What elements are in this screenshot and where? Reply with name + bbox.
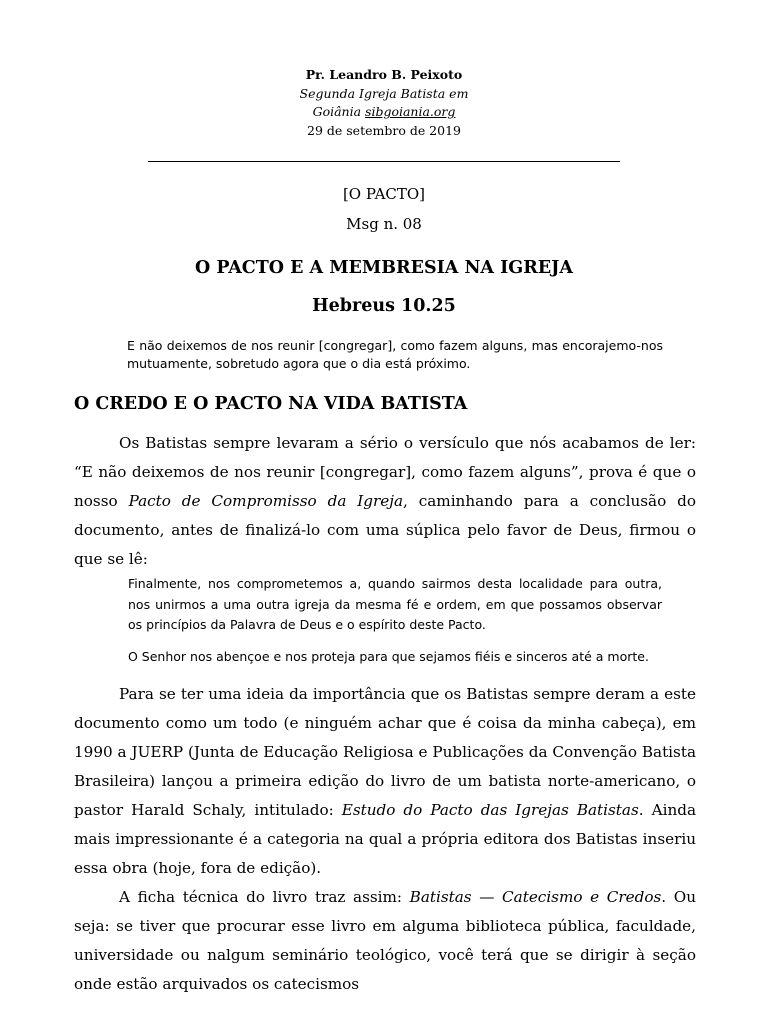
church-city: Goiânia [312, 104, 362, 119]
document-header [0, 66, 768, 140]
author-name: Pr. Leandro B. Peixoto [305, 67, 463, 82]
block-quote-1: Finalmente, nos comprometemos a, quando sairmos desta localidade para outra, nos unirmos a uma outra igreja da mesma fé e ordem, em que possamos observar os princípios da Palavra de Deus e o espírito deste Pacto. [128, 576, 662, 632]
document-title: O PACTO E A MEMBRESIA NA IGREJA [195, 258, 573, 278]
paragraph-text: A ficha técnica do livro traz assim: [119, 888, 410, 906]
church-website-link[interactable]: sibgoiania.org [365, 104, 456, 119]
header-divider [148, 161, 620, 162]
paragraph-text: Para se ter uma ideia da importância que os Batistas sempre deram a este documento como um todo (e ninguém achar que é coisa da minha cabeça), em 1990 a JUERP (Junta de Educação Religiosa e Publicações da Convenção Batista Brasileira) lançou a primeira edição do livro de um batista norte-americano, o pastor Harald Schaly, intitulado: [74, 685, 696, 819]
paragraph-text: Os Batistas sempre levaram a sério o versículo que nós acabamos de ler: “E não deixemos de nos reunir [congregar], como fazem alguns”, prova é que o nosso [74, 434, 696, 510]
message-number: Msg n. 08 [346, 215, 422, 233]
paragraph-italic-title: Batistas — Catecismo e Credos [409, 888, 662, 906]
series-label: [O PACTO] [342, 185, 426, 203]
body-paragraph-1 [74, 429, 696, 574]
paragraph-italic-title: Pacto de Compromisso da Igreja [128, 492, 404, 510]
body-paragraph-3 [74, 883, 696, 999]
verse-text: E não deixemos de nos reunir [congregar], como fazem alguns, mas encorajemo-nos mutuamente, sobretudo agora que o dia está próximo. [127, 338, 663, 371]
body-paragraph-2 [74, 680, 696, 883]
paragraph-text: . Ou seja: se tiver que procurar esse livro em alguma biblioteca pública, faculdade, universidade ou nalgum seminário teológico, você terá que se dirigir à seção onde estão arquivados os catecismos [74, 888, 696, 993]
paragraph-italic-title: Estudo do Pacto das Igrejas Batistas [341, 801, 639, 819]
church-location [0, 103, 768, 122]
scripture-reference: Hebreus 10.25 [312, 296, 456, 316]
section-heading: O CREDO E O PACTO NA VIDA BATISTA [74, 394, 468, 414]
document-date: 29 de setembro de 2019 [307, 122, 461, 138]
church-name: Segunda Igreja Batista em [299, 85, 469, 101]
paragraph-text: , caminhando para a conclusão do documento, antes de finalizá-lo com uma súplica pelo favor de Deus, firmou o que se lê: [74, 492, 697, 568]
block-quote-2: O Senhor nos abençoe e nos proteja para que sejamos fiéis e sinceros até a morte. [128, 649, 649, 664]
paragraph-text: . Ainda mais impressionante é a categoria na qual a própria editora dos Batistas inseriu essa obra (hoje, fora de edição). [74, 801, 697, 877]
